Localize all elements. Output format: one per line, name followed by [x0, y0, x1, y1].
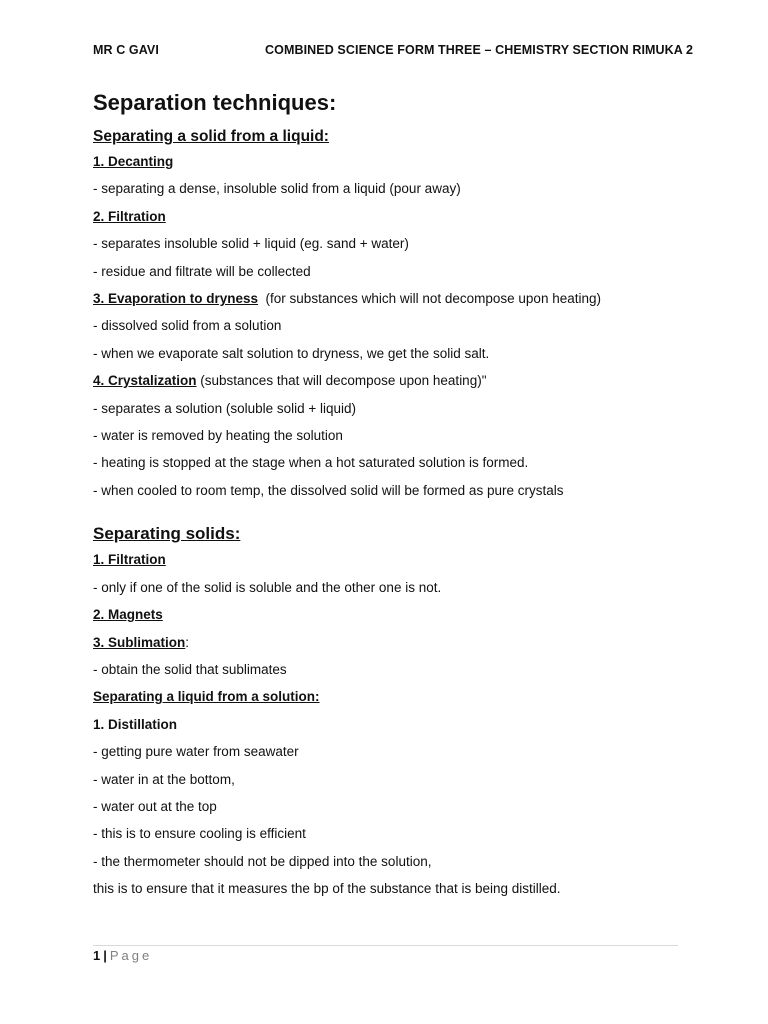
page-number: 1 [93, 948, 101, 963]
item-title-decanting: 1. Decanting [93, 154, 174, 169]
item-title-magnets: 2. Magnets [93, 607, 163, 623]
text-line: - heating is stopped at the stage when a hot saturated solution is formed. [93, 455, 529, 471]
footer-separator: | [103, 948, 107, 963]
item-note: (for substances which will not decompose upon heating) [258, 291, 601, 307]
document-body [93, 88, 693, 903]
page-footer [93, 948, 152, 963]
text-line: - when we evaporate salt solution to dryness, we get the solid salt. [93, 345, 490, 361]
text-line: this is to ensure that it measures the bp of the substance that is being distilled. [93, 881, 561, 897]
text-line: - obtain the solid that sublimates [93, 661, 287, 677]
text-line: - water in at the bottom, [93, 771, 235, 787]
section-heading-solid-liquid: Separating a solid from a liquid: [93, 128, 329, 145]
text-line: - separating a dense, insoluble solid from a liquid (pour away) [93, 181, 461, 197]
item-note: (substances that will decompose upon heating)" [196, 373, 487, 389]
text-line: - only if one of the solid is soluble and the other one is not. [93, 579, 442, 595]
item-title-distillation: 1. Distillation [93, 716, 178, 732]
text-line: - water out at the top [93, 798, 217, 814]
footer-divider [93, 945, 678, 946]
item-title-evaporation: 3. Evaporation to dryness (for substances which will not decompose upon heating) [93, 291, 601, 307]
text-line: - the thermometer should not be dipped into the solution, [93, 853, 432, 869]
item-title-filtration-solids: 1. Filtration [93, 552, 166, 568]
section-heading-solids: Separating solids: [93, 524, 241, 544]
text-line: - residue and filtrate will be collected [93, 263, 311, 279]
text-line: - separates a solution (soluble solid + liquid) [93, 400, 357, 416]
page-title: Separation techniques: [93, 90, 337, 115]
item-title-sublimation: 3. Sublimation: [93, 634, 190, 650]
text-line: - separates insoluble solid + liquid (eg. sand + water) [93, 236, 409, 252]
text-line: - this is to ensure cooling is efficient [93, 826, 306, 842]
item-title-filtration: 2. Filtration [93, 208, 166, 224]
header-course: COMBINED SCIENCE FORM THREE – CHEMISTRY SECTION RIMUKA 2 [265, 43, 694, 57]
text-line: - getting pure water from seawater [93, 744, 299, 760]
page-label: Page [109, 948, 153, 963]
item-title-crystalization: 4. Crystalization (substances that will decompose upon heating)" [93, 373, 487, 389]
section-heading-liquid-solution: Separating a liquid from a solution: [93, 689, 320, 705]
text-line: - water is removed by heating the solution [93, 428, 343, 444]
text-line: - dissolved solid from a solution [93, 318, 282, 334]
header-author: MR C GAVI [93, 43, 159, 57]
text-line: - when cooled to room temp, the dissolved solid will be formed as pure crystals [93, 482, 564, 498]
